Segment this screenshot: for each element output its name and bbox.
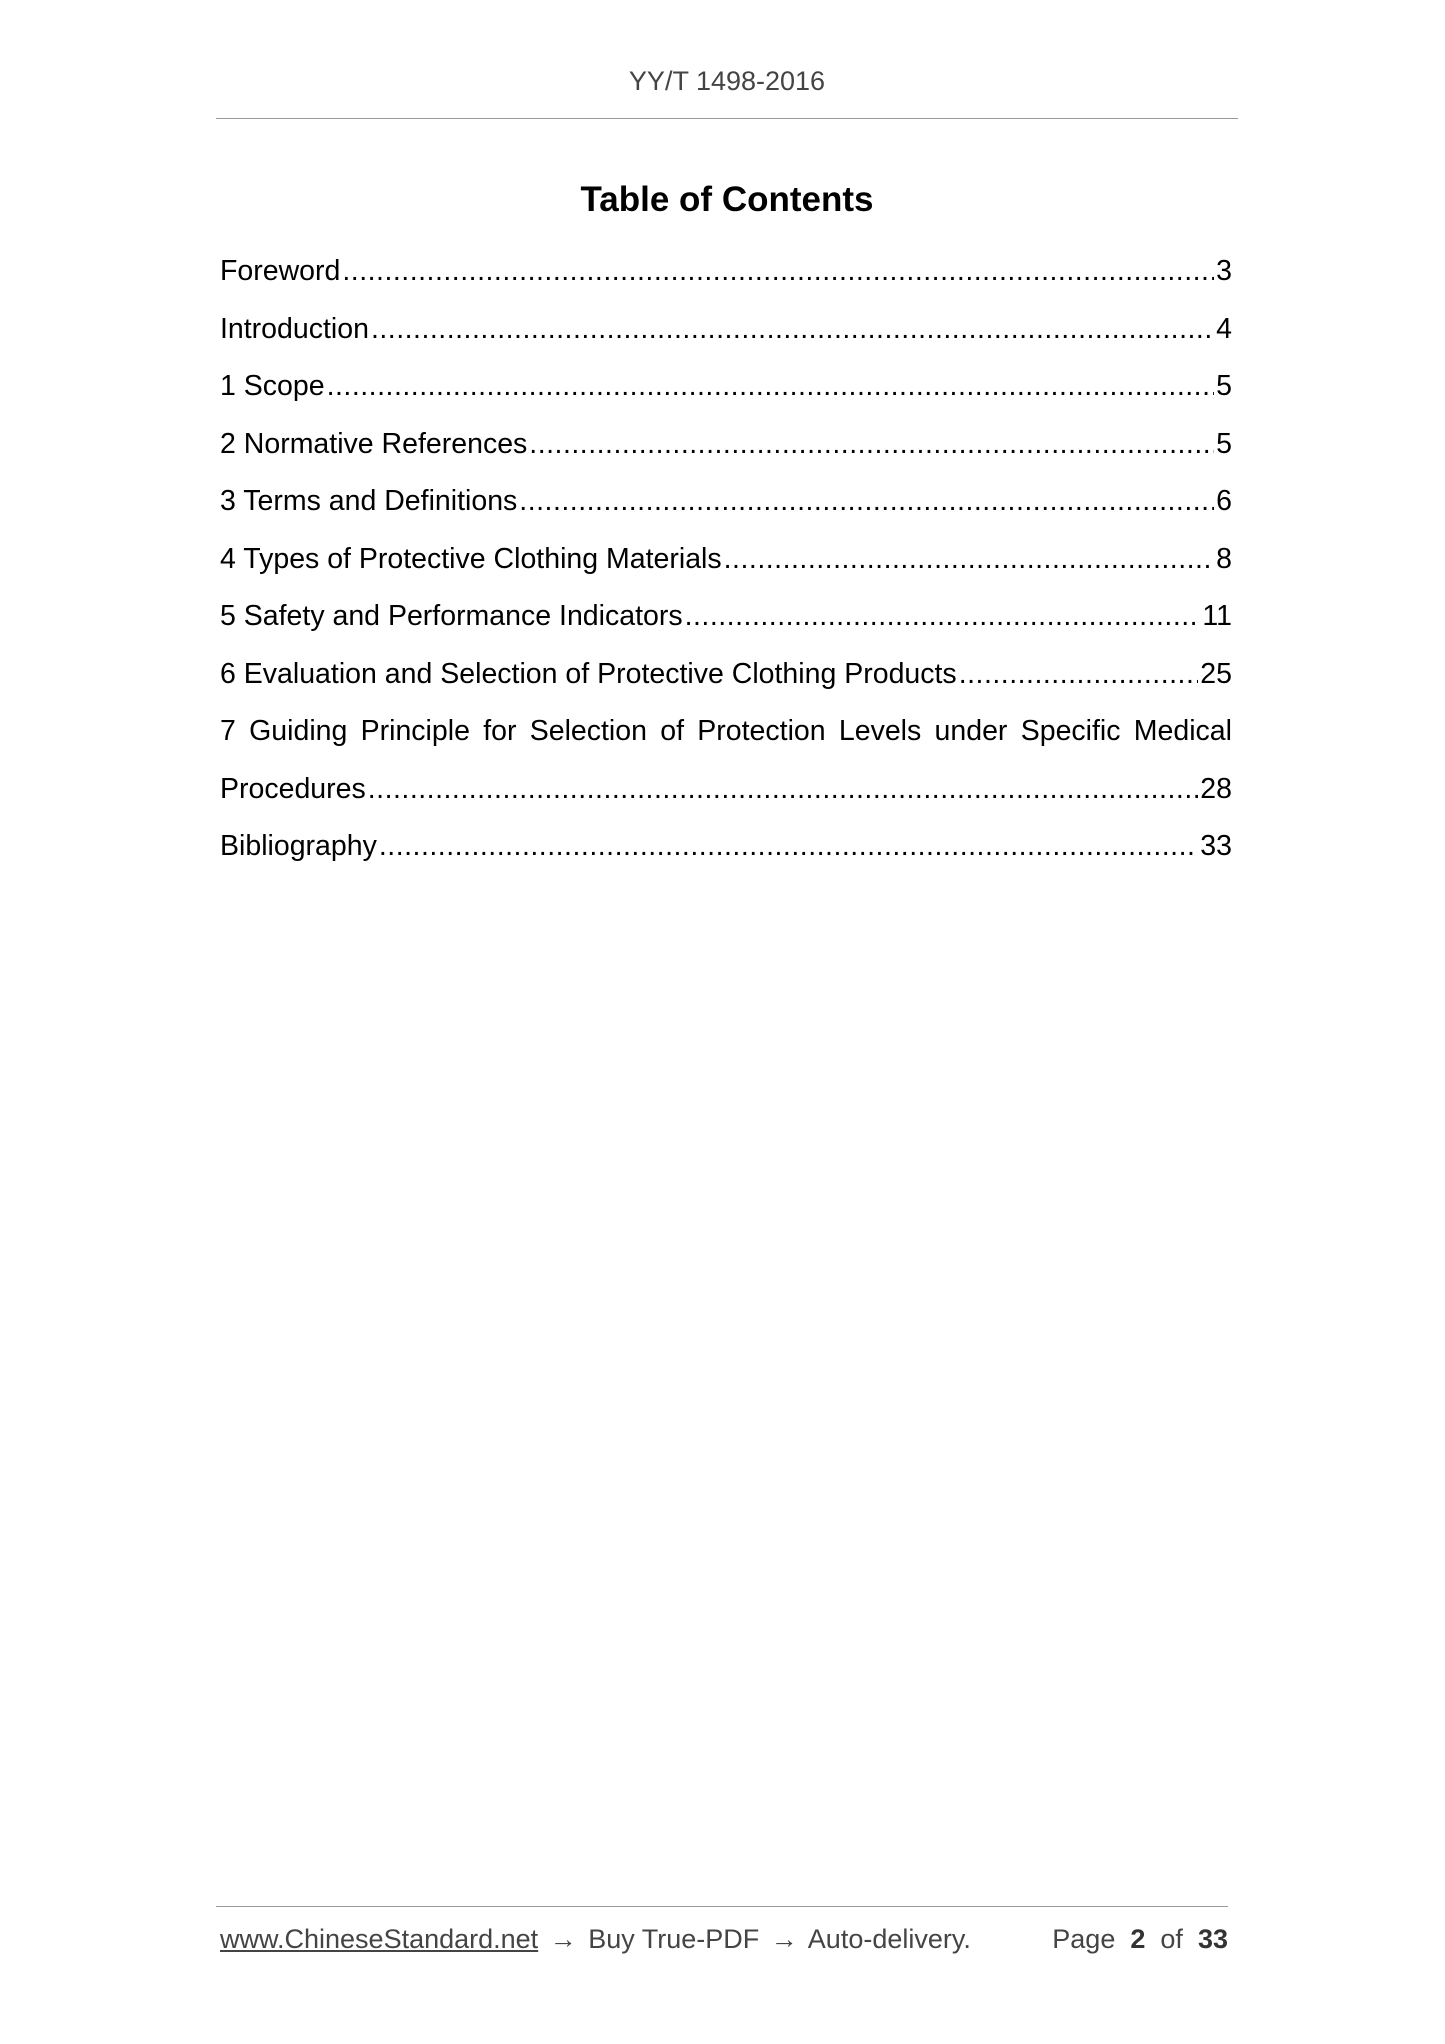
of-word: of	[1160, 1924, 1183, 1954]
toc-entry-label: 1 Scope	[220, 370, 325, 402]
toc-entry-page: 4	[1216, 312, 1232, 345]
toc-title: Table of Contents	[580, 180, 874, 219]
toc-entry-guiding-principle-line2[interactable]	[220, 765, 1232, 823]
toc-entry-label: Procedures	[220, 772, 366, 805]
page-indicator	[1052, 1924, 1228, 1955]
toc-entry-label: Foreword	[220, 255, 341, 287]
toc-entry-foreword[interactable]	[220, 247, 1232, 305]
toc-entry-page: 25	[1200, 657, 1232, 690]
dot-leader	[724, 535, 1215, 583]
dot-leader	[685, 592, 1201, 640]
toc-entry-word: Principle	[360, 715, 470, 747]
toc-entry-page: 11	[1202, 600, 1232, 632]
dot-leader	[327, 362, 1215, 410]
toc-entry-scope[interactable]	[220, 362, 1232, 420]
toc-entry-word: 7	[220, 715, 236, 747]
toc-entry-label: 5 Safety and Performance Indicators	[220, 600, 683, 632]
document-id-header: YY/T 1498-2016	[628, 66, 826, 96]
toc-entry-label: Introduction	[220, 312, 369, 345]
toc-entry-page: 8	[1216, 542, 1232, 575]
site-link[interactable]: www.ChineseStandard.net	[220, 1924, 539, 1954]
toc-entry-label: Bibliography	[220, 830, 377, 862]
toc-list	[220, 247, 1232, 880]
toc-entry-label: 2 Normative References	[220, 427, 528, 460]
toc-entry-page: 6	[1216, 485, 1232, 517]
header-divider	[216, 118, 1238, 119]
toc-entry-label: 6 Evaluation and Selection of Protective Clothing Products	[220, 657, 957, 690]
dot-leader	[368, 765, 1199, 813]
toc-entry-page: 5	[1216, 427, 1232, 460]
toc-entry-safety-performance[interactable]	[220, 592, 1232, 650]
dot-leader	[519, 477, 1214, 525]
toc-entry-word: Guiding	[249, 715, 348, 747]
toc-entry-label: 3 Terms and Definitions	[220, 485, 518, 517]
toc-entry-page: 5	[1216, 370, 1232, 402]
right-arrow-icon: →	[770, 1924, 798, 1954]
toc-entry-label: 4 Types of Protective Clothing Materials	[220, 542, 722, 575]
right-arrow-icon: →	[549, 1924, 577, 1954]
toc-entry-word: Protection	[697, 715, 826, 747]
dot-leader	[379, 822, 1198, 870]
toc-entry-bibliography[interactable]	[220, 822, 1232, 880]
buy-text: Buy True-PDF	[588, 1924, 760, 1954]
total-pages-number: 33	[1197, 1924, 1228, 1954]
page-footer	[220, 1924, 1228, 1955]
toc-entry-word: of	[660, 715, 685, 747]
toc-entry-word: Levels	[838, 715, 922, 747]
toc-entry-page: 28	[1200, 772, 1232, 805]
toc-entry-terms-definitions[interactable]	[220, 477, 1232, 535]
dot-leader	[371, 305, 1214, 353]
toc-entry-word: Medical	[1133, 715, 1232, 747]
toc-entry-page: 33	[1200, 830, 1232, 862]
delivery-text: Auto-delivery.	[807, 1924, 971, 1954]
toc-entry-normative-references[interactable]	[220, 420, 1232, 478]
toc-entry-word: under	[934, 715, 1008, 747]
toc-entry-types-of-materials[interactable]	[220, 535, 1232, 593]
toc-entry-word: Selection	[529, 715, 647, 747]
footer-divider	[216, 1906, 1228, 1907]
dot-leader	[959, 650, 1199, 698]
page-word: Page	[1052, 1924, 1116, 1954]
toc-entry-word: for	[483, 715, 517, 747]
dot-leader	[342, 247, 1214, 295]
toc-entry-introduction[interactable]	[220, 305, 1232, 363]
toc-entry-word: Specific	[1020, 715, 1121, 747]
toc-entry-page: 3	[1216, 255, 1232, 287]
toc-entry-guiding-principle-line1[interactable]	[220, 707, 1232, 765]
toc-entry-evaluation-selection[interactable]	[220, 650, 1232, 708]
current-page-number: 2	[1130, 1924, 1146, 1954]
dot-leader	[529, 420, 1214, 468]
